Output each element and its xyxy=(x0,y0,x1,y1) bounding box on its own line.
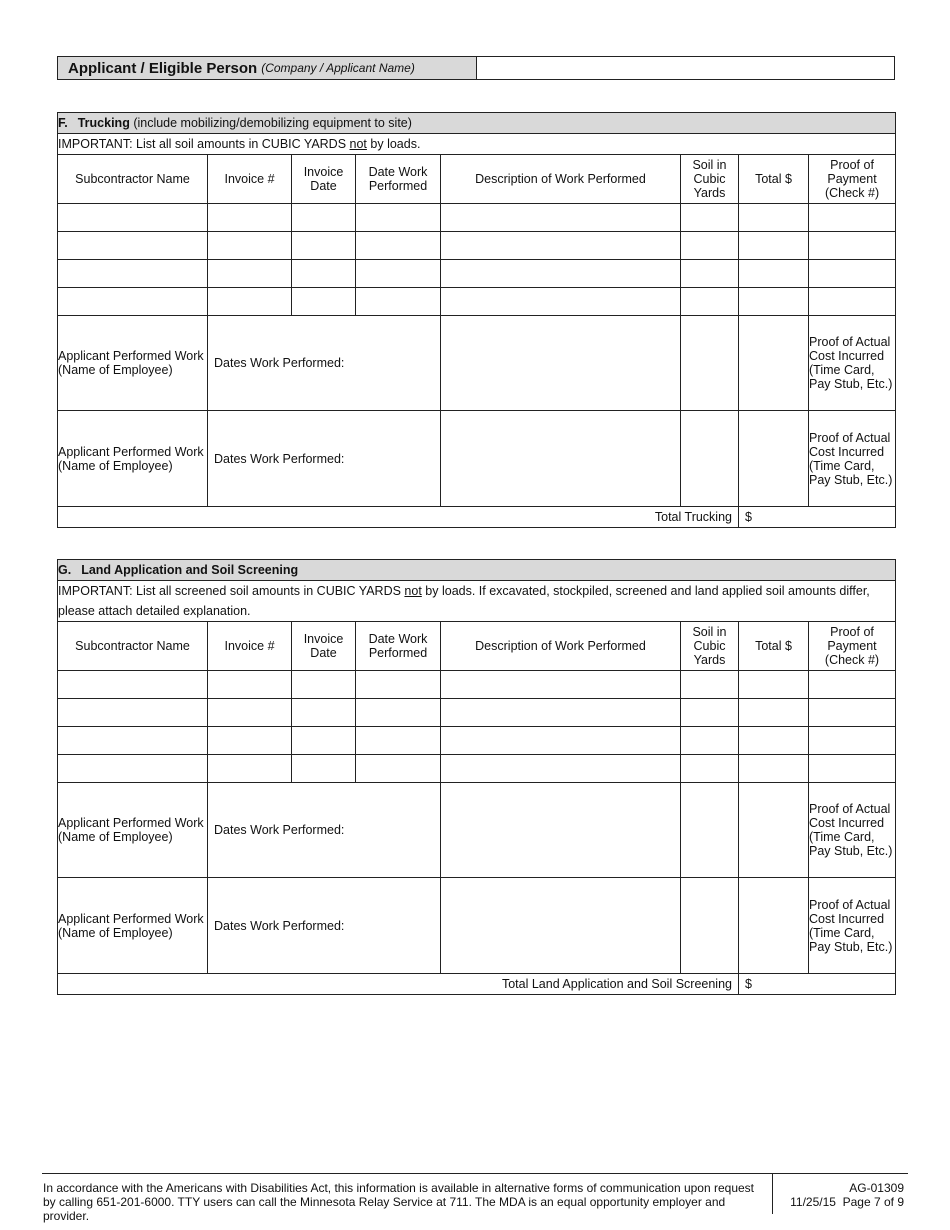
cell-input[interactable] xyxy=(739,232,809,260)
employee-name-cell[interactable]: Applicant Performed Work (Name of Employee) xyxy=(58,783,208,878)
cell-input[interactable] xyxy=(681,727,739,755)
section-f-title: Trucking xyxy=(77,116,130,130)
cell-input[interactable] xyxy=(739,316,809,411)
cell-input[interactable] xyxy=(208,260,292,288)
cell-input[interactable] xyxy=(739,671,809,699)
dates-work-performed-cell[interactable]: Dates Work Performed: xyxy=(208,316,441,411)
cell-input[interactable] xyxy=(739,699,809,727)
footer-divider xyxy=(42,1173,908,1174)
cell-input[interactable] xyxy=(356,755,441,783)
total-trucking-label: Total Trucking xyxy=(58,507,739,528)
cell-input[interactable] xyxy=(441,755,681,783)
col-invoice-date: Invoice Date xyxy=(292,622,356,671)
cell-input[interactable] xyxy=(681,260,739,288)
section-g-important-note: IMPORTANT: List all screened soil amounts in CUBIC YARDS not by loads. If excavated, stockpiled, screened and land applied soil amounts differ, please attach detailed explanation. xyxy=(58,581,896,622)
cell-input[interactable] xyxy=(58,755,208,783)
employee-row xyxy=(58,316,896,411)
cell-input[interactable] xyxy=(58,288,208,316)
col-subcontractor-name: Subcontractor Name xyxy=(58,155,208,204)
section-f-trucking-table xyxy=(57,112,896,528)
cell-input[interactable] xyxy=(681,204,739,232)
cell-input[interactable] xyxy=(356,232,441,260)
section-f-subtitle: (include mobilizing/demobilizing equipment to site) xyxy=(133,116,412,130)
footer-form-id: AG-01309 xyxy=(849,1181,904,1195)
cell-input[interactable] xyxy=(809,727,896,755)
cell-input[interactable] xyxy=(739,783,809,878)
section-g-title: Land Application and Soil Screening xyxy=(81,563,299,577)
col-total: Total $ xyxy=(739,622,809,671)
cell-input[interactable] xyxy=(681,671,739,699)
employee-row xyxy=(58,878,896,974)
cell-input[interactable] xyxy=(356,204,441,232)
section-f-header xyxy=(58,113,896,134)
cell-input[interactable] xyxy=(356,260,441,288)
footer-form-info xyxy=(780,1181,904,1209)
footer-date-page: 11/25/15 Page 7 of 9 xyxy=(790,1195,904,1209)
cell-input[interactable] xyxy=(441,727,681,755)
dates-work-performed-cell[interactable]: Dates Work Performed: xyxy=(208,411,441,507)
employee-name-cell[interactable]: Applicant Performed Work (Name of Employee) xyxy=(58,878,208,974)
proof-actual-cost-cell[interactable]: Proof of Actual Cost Incurred (Time Card, Pay Stub, Etc.) xyxy=(809,411,896,507)
cell-input[interactable] xyxy=(441,288,681,316)
total-row xyxy=(58,507,896,528)
cell-input[interactable] xyxy=(441,699,681,727)
dates-work-performed-cell[interactable]: Dates Work Performed: xyxy=(208,878,441,974)
cell-input[interactable] xyxy=(208,727,292,755)
cell-input[interactable] xyxy=(809,755,896,783)
cell-input[interactable] xyxy=(809,671,896,699)
cell-input[interactable] xyxy=(681,232,739,260)
footer-ada-notice: In accordance with the Americans with Disabilities Act, this information is available in alternative forms of communication upon request by calling 651-201-6000. TTY users can call the Minnesota Relay Service at 711. The MDA is an equal opportunity employer and provider. xyxy=(43,1181,755,1223)
applicant-name-box xyxy=(57,56,895,80)
cell-input[interactable] xyxy=(441,671,681,699)
cell-input[interactable] xyxy=(292,755,356,783)
cell-input[interactable] xyxy=(58,204,208,232)
cell-input[interactable] xyxy=(441,878,681,974)
cell-input[interactable] xyxy=(356,699,441,727)
cell-input[interactable] xyxy=(58,232,208,260)
cell-input[interactable] xyxy=(681,411,739,507)
cell-input[interactable] xyxy=(809,232,896,260)
cell-input[interactable] xyxy=(441,204,681,232)
col-invoice-date: Invoice Date xyxy=(292,155,356,204)
table-row xyxy=(58,727,896,755)
col-proof-of-payment: Proof of Payment (Check #) xyxy=(809,155,896,204)
col-date-work-performed: Date Work Performed xyxy=(356,155,441,204)
cell-input[interactable] xyxy=(292,671,356,699)
col-description: Description of Work Performed xyxy=(441,155,681,204)
applicant-label-bold: Applicant / Eligible Person xyxy=(68,59,258,77)
cell-input[interactable] xyxy=(441,316,681,411)
cell-input[interactable] xyxy=(292,204,356,232)
cell-input[interactable] xyxy=(208,288,292,316)
cell-input[interactable] xyxy=(292,288,356,316)
section-f-important-note: IMPORTANT: List all soil amounts in CUBIC YARDS not by loads. xyxy=(58,134,896,155)
cell-input[interactable] xyxy=(208,699,292,727)
table-row xyxy=(58,232,896,260)
cell-input[interactable] xyxy=(681,316,739,411)
cell-input[interactable] xyxy=(681,878,739,974)
cell-input[interactable] xyxy=(208,755,292,783)
col-proof-of-payment: Proof of Payment (Check #) xyxy=(809,622,896,671)
cell-input[interactable] xyxy=(58,727,208,755)
table-row xyxy=(58,288,896,316)
section-f-letter: F. xyxy=(58,116,68,130)
total-trucking-field[interactable]: $ xyxy=(739,507,896,528)
col-soil-cubic-yards: Soil in Cubic Yards xyxy=(681,622,739,671)
employee-row xyxy=(58,783,896,878)
applicant-name-field[interactable] xyxy=(477,57,894,79)
table-row xyxy=(58,755,896,783)
cell-input[interactable] xyxy=(356,671,441,699)
cell-input[interactable] xyxy=(441,411,681,507)
cell-input[interactable] xyxy=(292,699,356,727)
cell-input[interactable] xyxy=(739,260,809,288)
proof-actual-cost-cell[interactable]: Proof of Actual Cost Incurred (Time Card, Pay Stub, Etc.) xyxy=(809,316,896,411)
col-invoice-number: Invoice # xyxy=(208,622,292,671)
col-total: Total $ xyxy=(739,155,809,204)
cell-input[interactable] xyxy=(739,878,809,974)
col-soil-cubic-yards: Soil in Cubic Yards xyxy=(681,155,739,204)
cell-input[interactable] xyxy=(58,260,208,288)
cell-input[interactable] xyxy=(292,232,356,260)
cell-input[interactable] xyxy=(58,671,208,699)
section-g-header xyxy=(58,560,896,581)
cell-input[interactable] xyxy=(208,232,292,260)
cell-input[interactable] xyxy=(356,288,441,316)
employee-row xyxy=(58,411,896,507)
table-row xyxy=(58,671,896,699)
proof-actual-cost-cell[interactable]: Proof of Actual Cost Incurred (Time Card, Pay Stub, Etc.) xyxy=(809,783,896,878)
cell-input[interactable] xyxy=(739,204,809,232)
cell-input[interactable] xyxy=(292,260,356,288)
table-row xyxy=(58,204,896,232)
cell-input[interactable] xyxy=(809,204,896,232)
cell-input[interactable] xyxy=(809,288,896,316)
section-g-letter: G. xyxy=(58,563,72,577)
applicant-label-italic: (Company / Applicant Name) xyxy=(261,61,415,75)
cell-input[interactable] xyxy=(809,260,896,288)
cell-input[interactable] xyxy=(739,288,809,316)
total-row xyxy=(58,974,896,995)
cell-input[interactable] xyxy=(739,727,809,755)
cell-input[interactable] xyxy=(809,699,896,727)
dates-work-performed-cell[interactable]: Dates Work Performed: xyxy=(208,783,441,878)
cell-input[interactable] xyxy=(441,783,681,878)
employee-name-cell[interactable]: Applicant Performed Work (Name of Employee) xyxy=(58,411,208,507)
cell-input[interactable] xyxy=(739,411,809,507)
col-date-work-performed: Date Work Performed xyxy=(356,622,441,671)
total-land-application-label: Total Land Application and Soil Screening xyxy=(58,974,739,995)
cell-input[interactable] xyxy=(739,755,809,783)
employee-name-cell[interactable]: Applicant Performed Work (Name of Employee) xyxy=(58,316,208,411)
cell-input[interactable] xyxy=(58,699,208,727)
table-row xyxy=(58,260,896,288)
footer-vertical-divider xyxy=(772,1174,773,1214)
applicant-label xyxy=(58,57,477,79)
col-subcontractor-name: Subcontractor Name xyxy=(58,622,208,671)
cell-input[interactable] xyxy=(681,699,739,727)
cell-input[interactable] xyxy=(208,671,292,699)
cell-input[interactable] xyxy=(681,288,739,316)
table-row xyxy=(58,699,896,727)
proof-actual-cost-cell[interactable]: Proof of Actual Cost Incurred (Time Card, Pay Stub, Etc.) xyxy=(809,878,896,974)
cell-input[interactable] xyxy=(681,755,739,783)
col-description: Description of Work Performed xyxy=(441,622,681,671)
section-g-land-application-table xyxy=(57,559,896,995)
cell-input[interactable] xyxy=(681,783,739,878)
cell-input[interactable] xyxy=(292,727,356,755)
cell-input[interactable] xyxy=(208,204,292,232)
cell-input[interactable] xyxy=(441,232,681,260)
cell-input[interactable] xyxy=(441,260,681,288)
col-invoice-number: Invoice # xyxy=(208,155,292,204)
total-land-application-field[interactable]: $ xyxy=(739,974,896,995)
cell-input[interactable] xyxy=(356,727,441,755)
